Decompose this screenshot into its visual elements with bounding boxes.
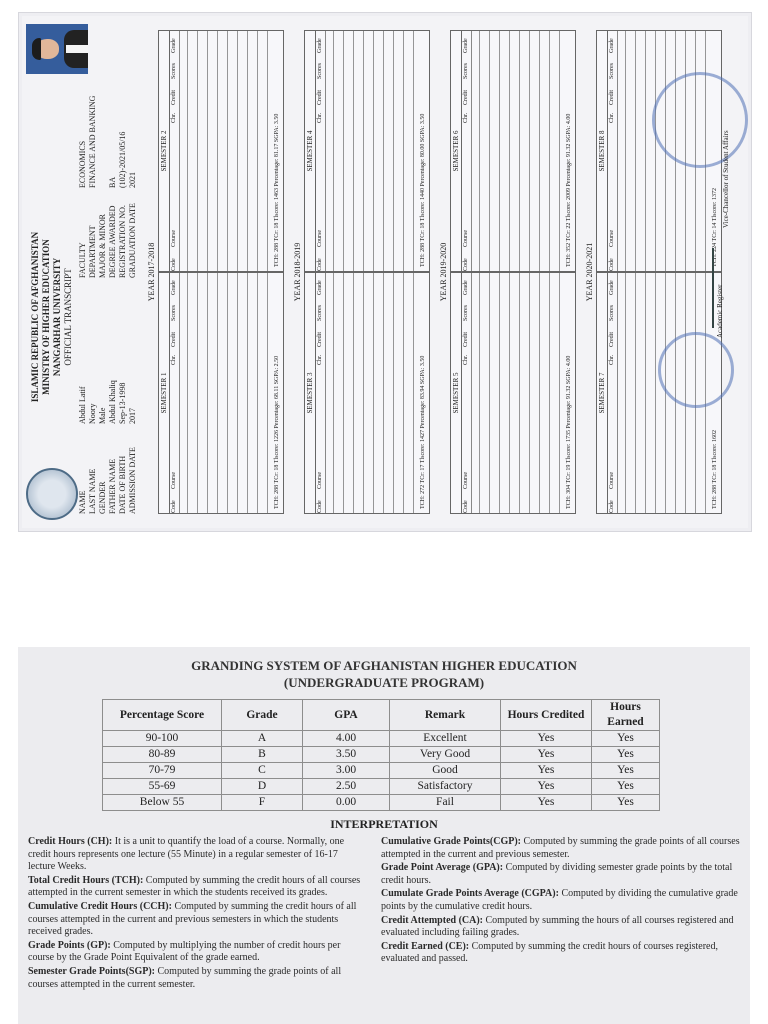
definition-term: Grade Points (GP): [28,939,111,951]
info-value: Abdul Latif [78,386,87,424]
year-title: YEAR 2019-2020 [439,242,448,302]
definition-term: Semester Grade Points(SGP): [28,965,156,977]
official-stamp-icon [658,332,734,408]
semester-footer: TCH: 288 TCr: 18 Tlscore: 1226 Percentage: 68.11 SGPA: 2.50 [274,355,280,509]
table-row [103,795,660,811]
cell-percentage: Below 55 [103,795,222,811]
transcript-header [30,166,74,468]
info-value: Abdul Khaliq [108,380,117,424]
definition-term: Total Credit Hours (TCH): [28,874,144,886]
header-line: MINISTRY OF HIGHER EDUCATION [41,239,51,395]
semester-table [304,272,430,514]
info-row [88,380,98,514]
info-label: ADMISSION DATE [128,447,137,514]
definition-term: Cumulative Credit Hours (CCH): [28,900,172,912]
info-row [78,380,88,514]
cell-grade: B [222,747,303,763]
definition-term: Cumulate Grade Points Average (CGPA): [381,888,559,900]
cell-remark: Very Good [390,747,501,763]
semester-table [158,272,284,514]
cell-remark: Satisfactory [390,779,501,795]
year-block [293,30,444,514]
semester-columns: Code Course Chr. Credit Scores Grade [462,31,472,271]
definition [28,875,366,900]
year-title: YEAR 2018-2019 [293,242,302,302]
official-stamp-icon [652,72,748,168]
semester-title: SEMESTER 5 [451,273,462,513]
info-value: BA [108,176,117,188]
transcript-scan [18,12,752,532]
definition-term: Credit Hours (CH): [28,836,113,847]
column-header: Remark [390,700,501,731]
column-header: Hours Credited [501,700,592,731]
grading-title-line1: GRANDING SYSTEM OF AFGHANISTAN HIGHER EDUCATION [191,658,577,673]
cell-percentage: 70-79 [103,763,222,779]
info-row [98,380,108,514]
cell-hours-credited: Yes [501,779,592,795]
info-row [88,96,98,278]
cell-gpa: 3.50 [303,747,390,763]
header-line: ISLAMIC REPUBLIC OF AFGHANISTAN [30,231,40,403]
table-row [103,763,660,779]
info-label: DEPARTMENT [88,225,97,278]
semester-title: SEMESTER 4 [305,31,316,271]
year-title: YEAR 2017-2018 [147,242,156,302]
definition-text: It is a unit to quantify the load of a course. Normally, one credit hours represents one lecture (55 Minute) in a regular semester of 16-17 lecture Weeks. [28,836,345,873]
cell-gpa: 3.00 [303,763,390,779]
semester-columns: Code Course Chr. Credit Scores Grade [316,31,326,271]
semester-table [158,30,284,272]
definition-term: Credit Attempted (CA): [381,914,484,926]
column-header: Hours Earned [592,700,660,731]
table-header-row [103,700,660,731]
year-block [439,30,590,514]
column-header: GPA [303,700,390,731]
info-row [108,96,118,278]
cell-hours-earned: Yes [592,795,660,811]
cell-hours-earned: Yes [592,779,660,795]
grading-scan [18,647,750,1024]
cell-gpa: 2.50 [303,779,390,795]
interpretation-title: INTERPRETATION [330,817,438,831]
semester-title: SEMESTER 3 [305,273,316,513]
semester-title: SEMESTER 1 [159,273,170,513]
student-photo [26,24,88,74]
semester-footer: TCH: 224 TCr: 14 Tlscore: 1372 [712,188,718,267]
definition-text: Computed by dividing the cumulative grade points by the cumulative credit hours. [381,888,738,912]
definition-text: Computed by summing the grade points of all courses attempted in the current and previous semester. [381,836,740,860]
semester-columns: Code Course Chr. Credit Scores Grade [608,31,618,271]
semester-footer: TCH: 288 TCr: 18 Tlscore: 1440 Percentage: 80.00 SGPA: 3.50 [420,113,426,267]
cell-remark: Good [390,763,501,779]
semester-title: SEMESTER 7 [597,273,608,513]
definition [28,940,366,965]
table-row [103,747,660,763]
semester-table [304,30,430,272]
definition-term: Credit Earned (CE): [381,940,470,952]
cell-remark: Excellent [390,731,501,747]
semester-table [450,272,576,514]
info-value: FINANCE AND BANKING [88,95,97,188]
info-value: 2021 [128,172,137,188]
semester-columns: Code Course Chr. Credit Scores Grade [170,31,180,271]
interpretation-right-column [381,836,741,967]
info-label: MAJOR & MINOR [98,213,107,278]
semester-footer: TCH: 304 TCr: 19 Tlscore: 1735 Percentage: 91.32 SGPA: 4.00 [566,355,572,509]
info-value: (102)-2021/05/16 [118,131,127,188]
definition [381,915,741,940]
definition [28,836,366,874]
info-row [128,96,138,278]
definition-text: Computed by summing the grade points of all courses attempted in the current semester. [28,965,342,990]
header-line: OFFICIAL TRANSCRIPT [63,268,73,366]
definition-text: Computed by summing the credit hours of all courses attempted in the current semester in which the students received its grades. [28,874,361,899]
transcript-page-rotated [22,16,748,528]
info-value: 2017 [128,408,137,424]
definition [28,966,366,991]
info-label: GRADUATION DATE [128,203,137,278]
cell-hours-credited: Yes [501,731,592,747]
cell-hours-credited: Yes [501,747,592,763]
grading-table [102,699,660,811]
info-row [128,380,138,514]
semester-footer: TCH: 352 TCr: 22 Tlscore: 2009 Percentage: 91.32 SGPA: 4.00 [566,113,572,267]
table-row [103,779,660,795]
definition-term: Cumulative Grade Points(CGP): [381,836,521,847]
info-label: REGISTRATION NO. [118,205,127,278]
cell-grade: D [222,779,303,795]
semester-footer: TCH: 288 TCr: 18 Tlscore: 1463 Percentage: 81.17 SGPA: 3.50 [274,113,280,267]
header-line: NANGARHAR UNIVERSITY [52,257,62,377]
info-value: Male [98,407,107,424]
semester-footer: TCH: 288 TCr: 18 Tlscore: 1602 [712,430,718,509]
semester-title: SEMESTER 6 [451,31,462,271]
info-label: DATE OF BIRTH [118,455,127,514]
info-row [98,96,108,278]
definition [381,862,741,887]
table-row [103,731,660,747]
definition [381,941,741,966]
cell-hours-credited: Yes [501,795,592,811]
interpretation-left-column [28,836,366,992]
definition-text: Computed by summing the hours of all courses registered and evaluated including failing grades. [381,914,734,939]
student-info-right [78,96,138,278]
signature-line [712,248,714,328]
info-row [118,380,128,514]
info-label: LAST NAME [88,468,97,514]
info-label: FACULTY [78,242,87,278]
info-value: Noory [88,403,97,424]
cell-percentage: 90-100 [103,731,222,747]
cell-hours-credited: Yes [501,763,592,779]
cell-grade: A [222,731,303,747]
grading-title [18,657,750,691]
vice-chancellor-label: Vice-Chancellor of Student Affairs [722,130,730,228]
semester-title: SEMESTER 2 [159,31,170,271]
definition-term: Grade Point Average (GPA): [381,862,504,874]
cell-hours-earned: Yes [592,731,660,747]
info-label: FATHER NAME [108,458,117,514]
semester-footer: TCH: 272 TCr: 17 Tlscore: 1427 Percentage: 83.94 SGPA: 3.50 [420,355,426,509]
cell-hours-earned: Yes [592,763,660,779]
definition [381,836,741,861]
semester-columns: Code Course Chr. Credit Scores Grade [462,273,472,513]
info-row [108,380,118,514]
info-value: Sep-13-1998 [118,382,127,424]
year-block [147,30,298,514]
university-seal-icon [26,468,78,520]
definition-text: Computed by multiplying the number of credit hours per course by the Grade Point Equivalent of the grade earned. [28,939,341,964]
semester-title: SEMESTER 8 [597,31,608,271]
cell-percentage: 80-89 [103,747,222,763]
column-header: Percentage Score [103,700,222,731]
cell-grade: C [222,763,303,779]
cell-gpa: 4.00 [303,731,390,747]
definition-text: Computed by dividing semester grade points by the total credit hours. [381,862,733,886]
cell-gpa: 0.00 [303,795,390,811]
info-label: DEGREE AWARDED [108,205,117,278]
info-label: NAME [78,490,87,514]
semester-table [450,30,576,272]
definition [381,888,741,913]
grading-title-line2: (UNDERGRADUATE PROGRAM) [283,675,485,690]
transcript-page [22,16,748,528]
definition-text: Computed by summing the credit hours of all courses attempted in the current and previous semesters in which the students received grades. [28,900,357,938]
info-value: ECONOMICS [78,140,87,188]
semester-columns: Code Course Chr. Credit Scores Grade [316,273,326,513]
academic-register-label: Academic Register [716,284,724,338]
year-title: YEAR 2020-2021 [585,242,594,302]
student-info-left [78,380,138,514]
cell-percentage: 55-69 [103,779,222,795]
definition-text: Computed by summing the credit hours of courses registered, evaluated and passed. [381,940,718,965]
info-row [118,96,128,278]
info-row [78,96,88,278]
cell-grade: F [222,795,303,811]
cell-remark: Fail [390,795,501,811]
semester-columns: Code Course Chr. Credit Scores Grade [170,273,180,513]
semester-columns: Code Course Chr. Credit Scores Grade [608,273,618,513]
definition [28,901,366,939]
cell-hours-earned: Yes [592,747,660,763]
info-label: GENDER [98,481,107,514]
column-header: Grade [222,700,303,731]
